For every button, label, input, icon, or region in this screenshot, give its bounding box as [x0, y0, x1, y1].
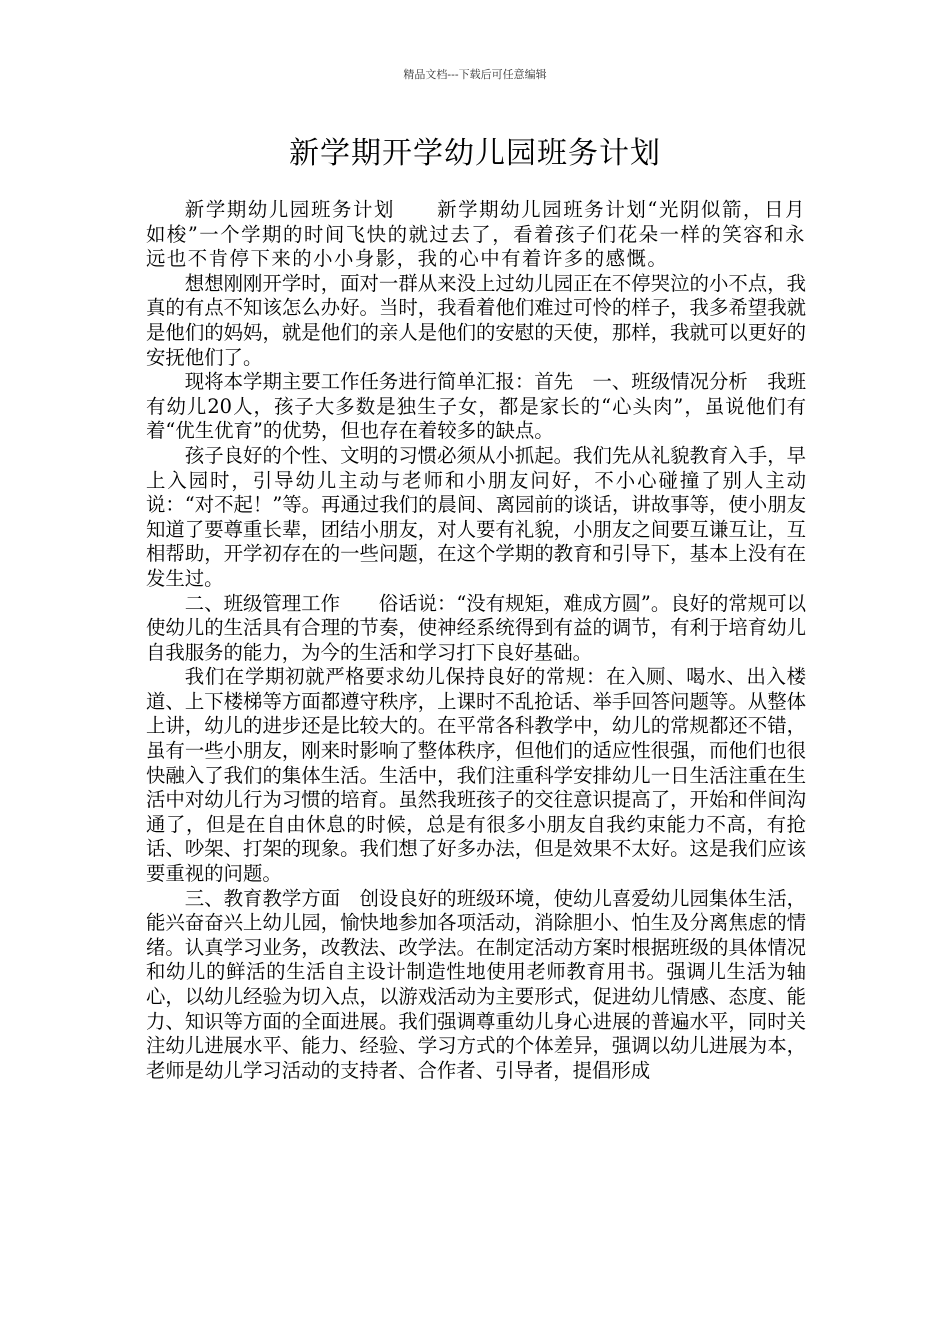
- document-body: [146, 198, 806, 1083]
- paragraph-teaching: 三、教育教学方面 创设良好的班级环境，使幼儿喜爱幼儿园集体生活，能兴奋奋兴上幼儿园，愉快地参加各项活动，消除胆小、怕生及分离焦虑的情绪。认真学习业务，改教法、改学法。在制定活动方案时根据班级的具体情况和幼儿的鲜活的生活自主设计制造性地使用老师教育用书。强调儿生活为轴心，以幼儿经验为切入点，以游戏活动为主要形式，促进幼儿情感、态度、能力、知识等方面的全面进展。我们强调尊重幼儿身心进展的普遍水平，同时关注幼儿进展水平、能力、经验、学习方式的个体差异，强调以幼儿进展为本，老师是幼儿学习活动的支持者、合作者、引导者，提倡形成: [146, 886, 806, 1082]
- paragraph-manners: 孩子良好的个性、文明的习惯必须从小抓起。我们先从礼貌教育入手，早上入园时，引导幼儿主动与老师和小朋友问好，不小心碰撞了别人主动说：“对不起！”等。再通过我们的晨间、离园前的谈话，讲故事等，使小朋友知道了要尊重长辈，团结小朋友，对人要有礼貌，小朋友之间要互谦互让，互相帮助，开学初存在的一些问题，在这个学期的教育和引导下，基本上没有在发生过。: [146, 443, 806, 590]
- paragraph-class-analysis: 现将本学期主要工作任务进行简单汇报：首先 一、班级情况分析 我班有幼儿20人，孩子大多数是独生子女，都是家长的“心头肉”，虽说他们有着“优生优育”的优势，但也存在着较多的缺点。: [146, 370, 806, 443]
- paragraph-intro: 新学期幼儿园班务计划 新学期幼儿园班务计划“光阴似箭，日月如梭”一个学期的时间飞快的就过去了，看着孩子们花朵一样的笑容和永远也不肯停下来的小小身影，我的心中有着许多的感慨。: [146, 198, 806, 271]
- paragraph-memory: 想想刚刚开学时，面对一群从来没上过幼儿园正在不停哭泣的小不点，我真的有点不知该怎么办好。当时，我看着他们难过可怜的样子，我多希望我就是他们的妈妈，就是他们的亲人是他们的安慰的天使，那样，我就可以更好的安抚他们了。: [146, 271, 806, 369]
- document-title: 新学期开学幼儿园班务计划: [289, 136, 661, 171]
- page-header: 精品文档---下载后可任意编辑: [403, 68, 547, 81]
- paragraph-class-management: 二、班级管理工作 俗话说：“没有规矩，难成方圆”。良好的常规可以使幼儿的生活具有合理的节奏，使神经系统得到有益的调节，有利于培育幼儿自我服务的能力，为今的生活和学习打下良好基础。: [146, 591, 806, 664]
- paragraph-routines: 我们在学期初就严格要求幼儿保持良好的常规：在入厕、喝水、出入楼道、上下楼梯等方面都遵守秩序，上课时不乱抢话、举手回答问题等。从整体上讲，幼儿的进步还是比较大的。在平常各科教学中，幼儿的常规都还不错，虽有一些小朋友，刚来时影响了整体秩序，但他们的适应性很强，而他们也很快融入了我们的集体生活。生活中，我们注重科学安排幼儿一日生活注重在生活中对幼儿行为习惯的培育。虽然我班孩子的交往意识提高了，开始和伴间沟通了，但是在自由休息的时候，总是有很多小朋友自我约束能力不高，有抢话、吵架、打架的现象。我们想了好多办法，但是效果不太好。这是我们应该要重视的问题。: [146, 665, 806, 886]
